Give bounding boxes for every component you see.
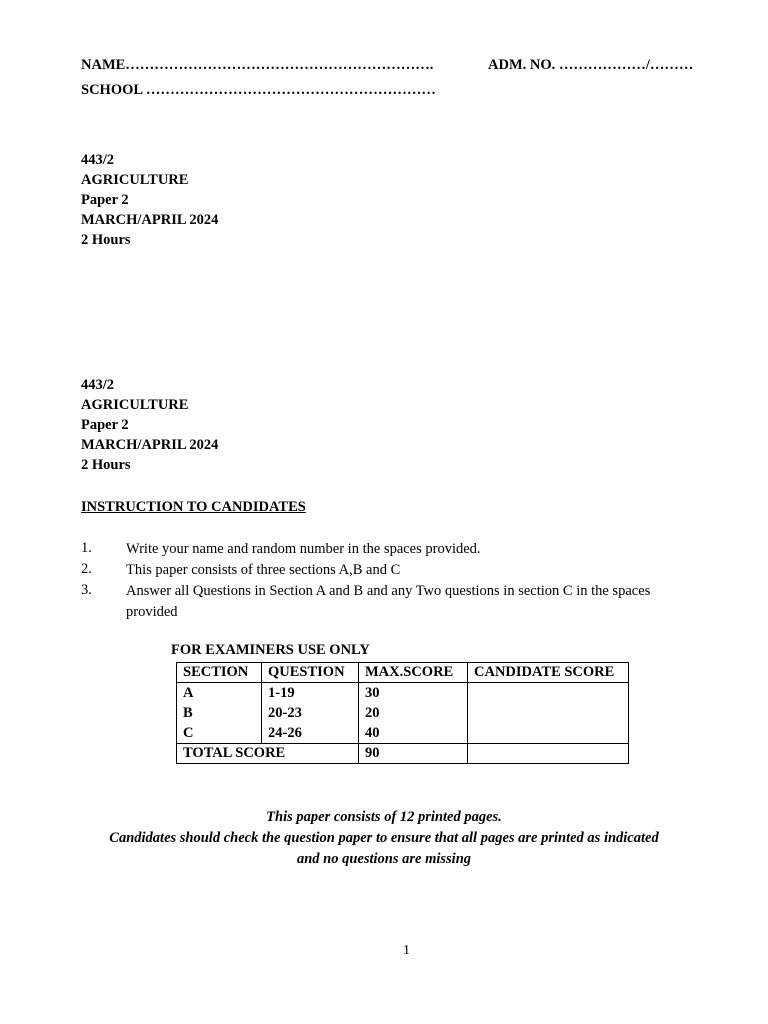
table-row — [177, 683, 629, 704]
question-cell: 1-19 — [262, 683, 359, 704]
paper-number: Paper 2 — [81, 417, 129, 433]
total-label-cell: TOTAL SCORE — [177, 744, 359, 764]
table-row — [177, 723, 629, 744]
instruction-number: 3. — [81, 582, 92, 598]
exam-date: MARCH/APRIL 2024 — [81, 212, 219, 228]
header-candidate-score: CANDIDATE SCORE — [468, 663, 629, 683]
instruction-number: 2. — [81, 561, 92, 577]
total-row — [177, 744, 629, 764]
instructions-heading: INSTRUCTION TO CANDIDATES — [81, 499, 306, 515]
candidate-score-cell[interactable] — [468, 703, 629, 723]
header-max-score: MAX.SCORE — [359, 663, 468, 683]
candidate-score-cell[interactable] — [468, 683, 629, 704]
max-score-cell: 40 — [359, 723, 468, 744]
subject-title: AGRICULTURE — [81, 397, 189, 413]
header-question: QUESTION — [262, 663, 359, 683]
school-field-line: SCHOOL …………………………………………………… — [81, 82, 436, 98]
examiners-score-table — [176, 662, 629, 764]
name-field-line: NAME………………………………………………………. — [81, 57, 434, 73]
max-score-cell: 20 — [359, 703, 468, 723]
paper-number: Paper 2 — [81, 192, 129, 208]
table-header-row — [177, 663, 629, 683]
paper-code: 443/2 — [81, 152, 115, 168]
question-cell: 20-23 — [262, 703, 359, 723]
section-cell: B — [177, 703, 262, 723]
instruction-number: 1. — [81, 540, 92, 556]
subject-title: AGRICULTURE — [81, 172, 189, 188]
instruction-text: This paper consists of three sections A,B and C — [126, 562, 401, 578]
candidate-score-cell[interactable] — [468, 723, 629, 744]
check-pages-note: Candidates should check the question paper to ensure that all pages are printed as indicated — [109, 830, 659, 846]
paper-details-block-1 — [81, 150, 218, 250]
instruction-text: Answer all Questions in Section A and B and any Two questions in section C in the spaces — [126, 583, 651, 599]
examiners-use-heading: FOR EXAMINERS USE ONLY — [171, 642, 370, 658]
exam-duration: 2 Hours — [81, 457, 131, 473]
paper-details-block-2 — [81, 375, 218, 475]
page-count-note: This paper consists of 12 printed pages. — [266, 809, 502, 825]
max-score-cell: 30 — [359, 683, 468, 704]
question-cell: 24-26 — [262, 723, 359, 744]
header-section: SECTION — [177, 663, 262, 683]
table-row — [177, 703, 629, 723]
check-pages-note-continued: and no questions are missing — [296, 851, 472, 867]
exam-duration: 2 Hours — [81, 232, 131, 248]
page-number: 1 — [403, 943, 410, 958]
paper-code: 443/2 — [81, 377, 115, 393]
total-max-cell: 90 — [359, 744, 468, 764]
adm-number-field-line: ADM. NO. ………………/……… — [488, 57, 694, 73]
instruction-text: Write your name and random number in the spaces provided. — [126, 541, 481, 557]
total-candidate-cell[interactable] — [468, 744, 629, 764]
section-cell: A — [177, 683, 262, 704]
section-cell: C — [177, 723, 262, 744]
exam-date: MARCH/APRIL 2024 — [81, 437, 219, 453]
instruction-text-continued: provided — [126, 604, 178, 620]
